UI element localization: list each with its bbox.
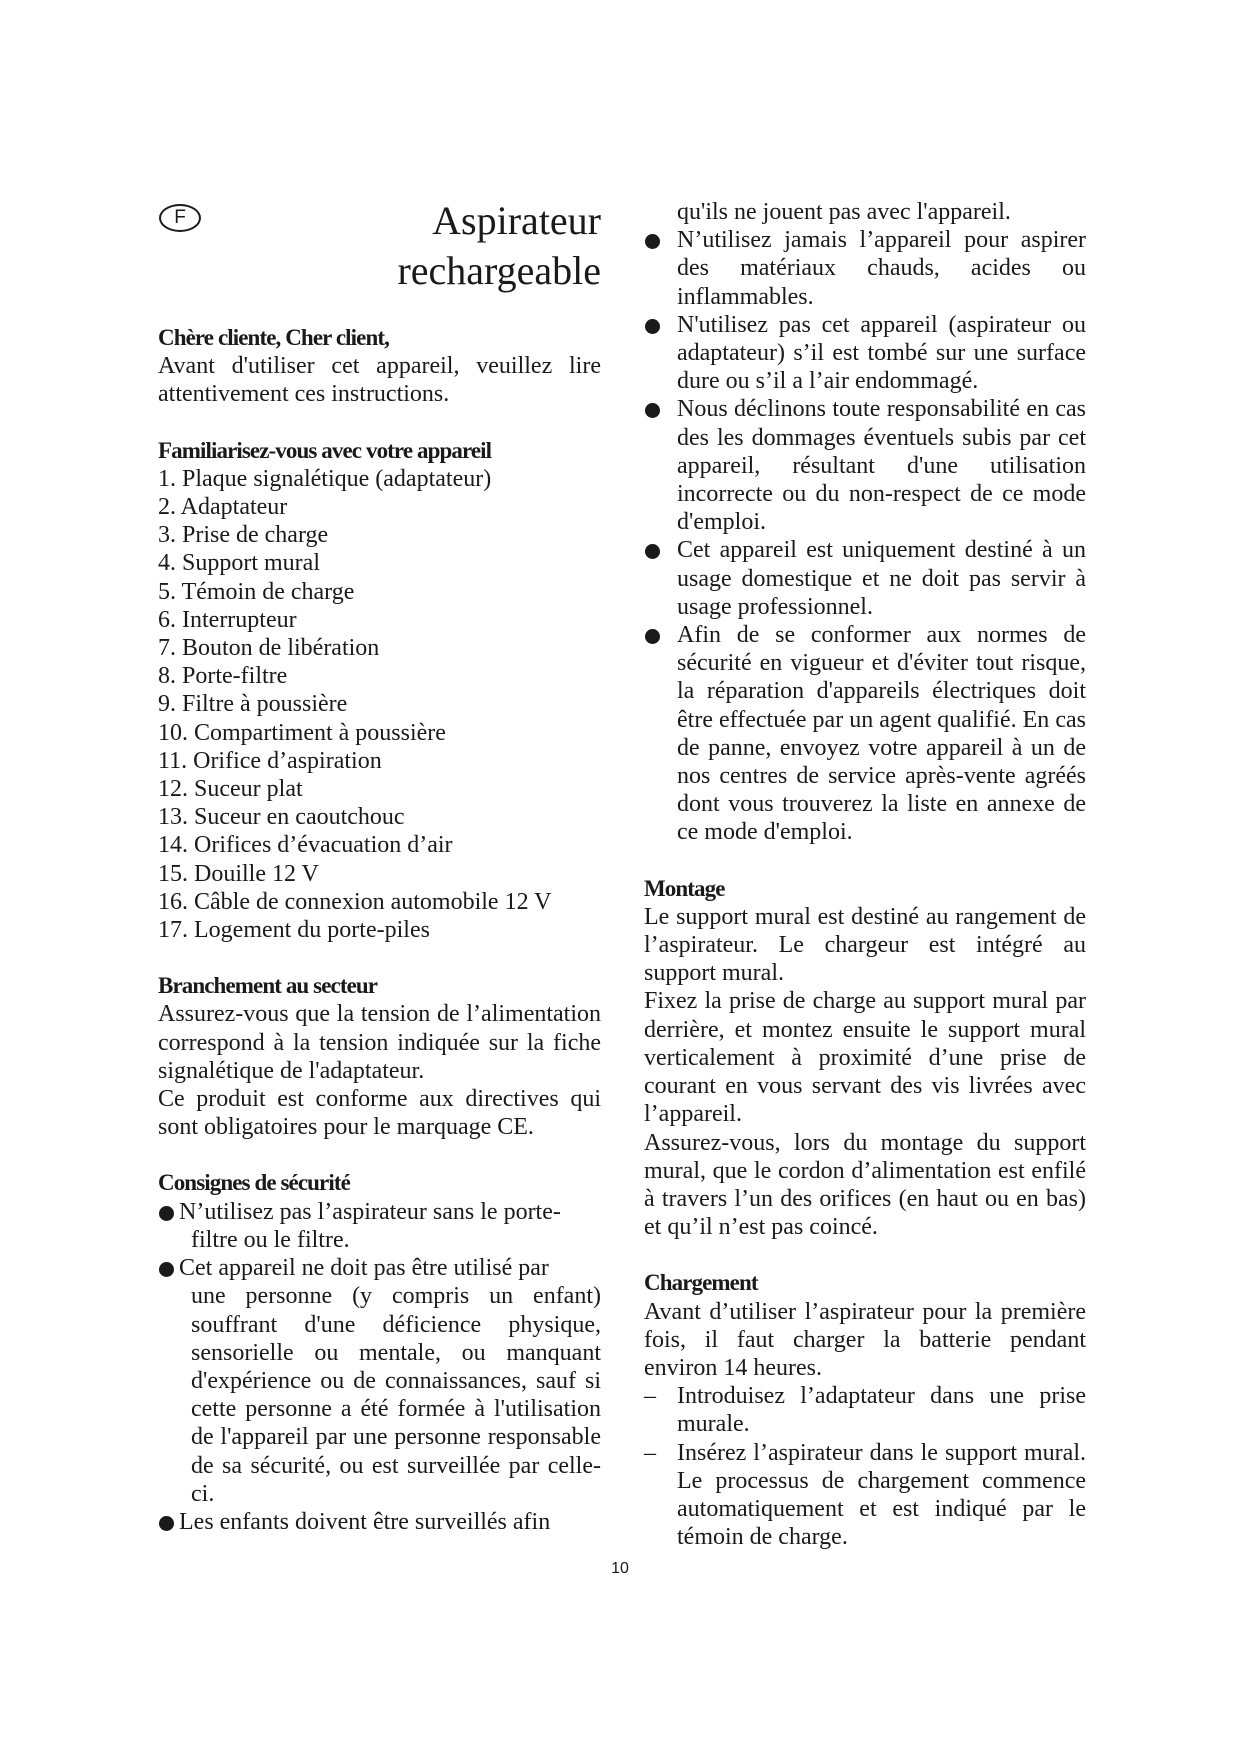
list-item <box>158 1508 601 1536</box>
montage-heading: Montage <box>644 875 725 901</box>
list-item: 14. Orifices d’évacuation d’air <box>158 832 453 859</box>
list-item: 10. Compartiment à poussière <box>158 719 446 746</box>
mains-heading: Branchement au secteur <box>158 973 378 999</box>
list-item: Nous déclinons toute responsabilité en cas des les dommages éventuels subis par cet appareil, résultant d'une utilisation incorrecte ou du non-respect de ce mode d'emploi. <box>644 395 1086 536</box>
list-item: Afin de se conformer aux normes de sécurité en vigueur et d'éviter tout risque, la réparation d'appareils électriques doit être effectuée par un agent qualifié. En cas de panne, envoyez votre appareil à un de nos centres de service après-vente agréés dont vous trouverez la liste en annexe de ce mode d'emploi. <box>644 621 1086 847</box>
charging-heading: Chargement <box>644 1270 758 1296</box>
language-badge: F <box>159 204 201 232</box>
list-item: 12. Suceur plat <box>158 776 303 803</box>
list-item: 13. Suceur en caoutchouc <box>158 804 405 831</box>
parts-list <box>158 465 601 944</box>
title-line-1: Aspirateur <box>432 198 601 243</box>
bullet-continuation: qu'ils ne jouent pas avec l'appareil. <box>677 199 1011 225</box>
right-column <box>644 198 1086 1551</box>
list-item: 7. Bouton de libération <box>158 635 380 662</box>
montage-paragraph-2: Fixez la prise de charge au support mural par derrière, et montez ensuite le support mural verticalement à proximité d’une prise de courant en vous servant des vis livrées avec l’appareil. <box>644 988 1086 1128</box>
safety-heading: Consignes de sécurité <box>158 1170 350 1196</box>
list-item: 8. Porte-filtre <box>158 663 288 690</box>
list-item: 6. Interrupteur <box>158 606 297 633</box>
list-item: 2. Adaptateur <box>158 494 288 521</box>
list-item: 17. Logement du porte-piles <box>158 917 430 944</box>
bullet-first-line: Cet appareil ne doit pas être utilisé par <box>179 1255 549 1282</box>
intro-paragraph: Avant d'utiliser cet appareil, veuillez lire attentivement ces instructions. <box>158 353 601 408</box>
parts-heading: Familiarisez-vous avec votre appareil <box>158 437 492 463</box>
list-item: Cet appareil est uniquement destiné à un usage domestique et ne doit pas servir à usage professionnel. <box>644 536 1086 621</box>
page-title <box>158 196 601 296</box>
charging-paragraph: Avant d’utiliser l’aspirateur pour la première fois, il faut charger la batterie pendant environ 14 heures. <box>644 1298 1086 1381</box>
list-item: – Introduisez l’adaptateur dans une prise murale. <box>644 1382 1086 1438</box>
list-item: 1. Plaque signalétique (adaptateur) <box>158 465 492 492</box>
bullet-continuation: filtre ou le filtre. <box>191 1226 350 1253</box>
charging-steps <box>644 1382 1086 1551</box>
title-line-2: rechargeable <box>397 248 601 293</box>
greeting-heading: Chère cliente, Cher client, <box>158 325 389 350</box>
montage-paragraph-3: Assurez-vous, lors du montage du support mural, que le cordon d’alimentation est enfilé à travers l’un des orifices (en haut ou en bas) et qu’il n’est pas coincé. <box>644 1129 1086 1241</box>
list-item: – Insérez l’aspirateur dans le support mural. Le processus de chargement commence automatiquement et est indiqué par le témoin de charge. <box>644 1439 1086 1552</box>
list-item: N'utilisez pas cet appareil (aspirateur ou adaptateur) s’il est tombé sur une surface dure ou s’il a l’air endommagé. <box>644 311 1086 396</box>
bullet-first-line: N’utilisez pas l’aspirateur sans le porte- <box>179 1198 561 1225</box>
montage-paragraph-1: Le support mural est destiné au rangement de l’aspirateur. Le chargeur est intégré au support mural. <box>644 903 1086 987</box>
list-item <box>158 1198 601 1254</box>
list-item: 15. Douille 12 V <box>158 860 319 887</box>
bullet-continuation: une personne (y compris un enfant) souffrant d'une déficience physique, sensorielle ou mentale, ou manquant d'expérience ou de connaissances, sauf si cette personne a été formée à l'utilisation de l'appareil par une personne responsable de sa sécurité, ou est surveillée par celle-ci. <box>191 1283 601 1507</box>
safety-list-right <box>644 226 1086 846</box>
list-item: 4. Support mural <box>158 550 320 577</box>
list-item: 16. Câble de connexion automobile 12 V <box>158 888 552 915</box>
safety-list-left <box>158 1198 601 1536</box>
mains-paragraph-1: Assurez-vous que la tension de l’alimentation correspond à la tension indiquée sur la fiche signalétique de l'adaptateur. <box>158 1001 601 1084</box>
list-item: N’utilisez jamais l’appareil pour aspirer des matériaux chauds, acides ou inflammables. <box>644 226 1086 311</box>
mains-paragraph-2: Ce produit est conforme aux directives qui sont obligatoires pour le marquage CE. <box>158 1086 601 1141</box>
left-column <box>158 196 601 1536</box>
list-item <box>158 1254 601 1508</box>
bullet-first-line: Les enfants doivent être surveillés afin <box>179 1508 551 1535</box>
list-item: 11. Orifice d’aspiration <box>158 747 382 774</box>
list-item: 9. Filtre à poussière <box>158 691 348 718</box>
list-item: 5. Témoin de charge <box>158 578 355 605</box>
list-item: 3. Prise de charge <box>158 522 329 549</box>
page-number: 10 <box>611 1560 629 1577</box>
